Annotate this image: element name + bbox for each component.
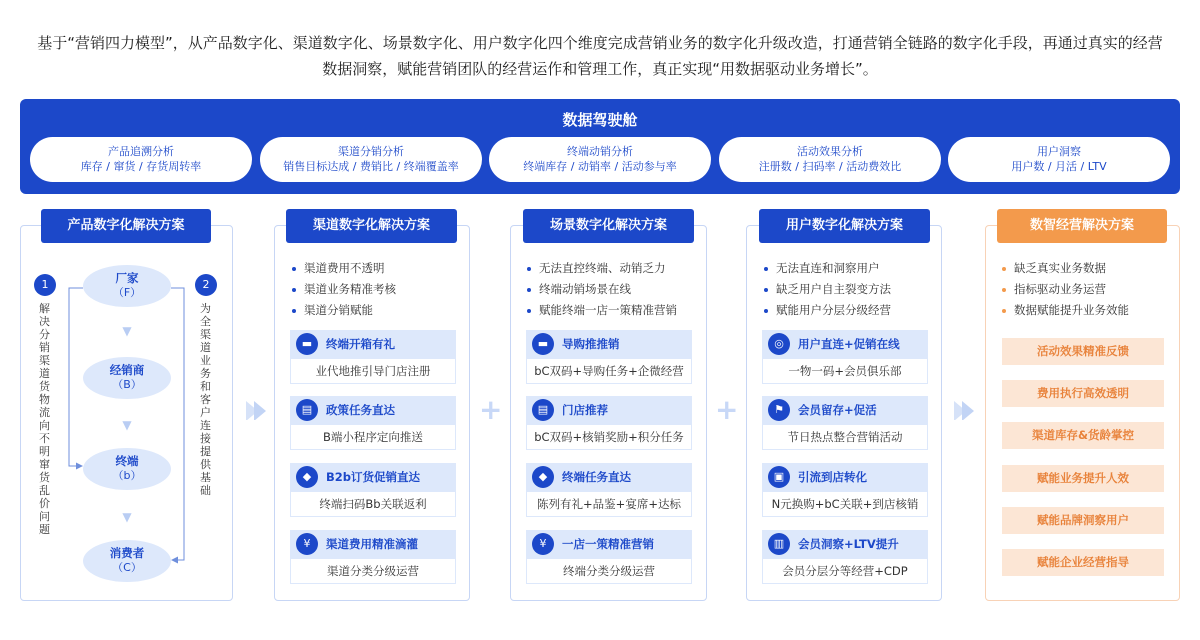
card-desc: 终端分类分级运营 [526,558,692,584]
panel-title-insight: 数智经营解决方案 [997,209,1167,243]
node-name: 终端 [115,454,139,468]
chevron-down-icon: ▼ [122,418,132,432]
node-name: 厂家 [115,271,139,285]
card-desc: 业代地推引导门店注册 [290,358,456,384]
card-desc: 终端扫码Bb关联返利 [290,491,456,517]
chevron-down-icon: ▼ [122,324,132,338]
bullet-item: 渠道分销赋能 [290,300,396,321]
storefront-icon: ▣ [768,466,790,488]
document-icon: ▤ [296,399,318,421]
cube-icon: ◆ [296,466,318,488]
node-code: （B） [112,378,142,391]
card-title: 用户直连+促销在线 [762,330,928,358]
insight-item: 费用执行高效透明 [1002,380,1164,407]
pill-metrics: 终端库存 / 动销率 / 活动参与率 [523,160,677,173]
bullet-item: 终端动销场景在线 [525,279,677,300]
scene-card-1 [526,330,692,384]
scene-card-2 [526,396,692,450]
insight-item: 赋能品牌洞察用户 [1002,507,1164,534]
pill-name: 用户洞察 [1037,145,1081,158]
pill-metrics: 用户数 / 月活 / LTV [1011,160,1107,173]
chevron-down-icon: ▼ [122,510,132,524]
node-name: 消费者 [109,546,145,560]
pill-name: 渠道分销分析 [338,145,404,158]
node-distributor [83,357,171,399]
card-title: 政策任务直达 [290,396,456,424]
panel-title-product: 产品数字化解决方案 [41,209,211,243]
node-name: 经销商 [109,363,145,377]
user-card-2 [762,396,928,450]
cube-icon: ◆ [532,466,554,488]
plus-icon: + [715,393,739,426]
card-title: 一店一策精准营销 [526,530,692,558]
channel-card-1 [290,330,456,384]
note-number-2: 2 [195,274,217,296]
flow-line-right [171,288,184,560]
insight-item: 活动效果精准反馈 [1002,338,1164,365]
card-desc: 节日热点整合营销活动 [762,424,928,450]
pill-name: 活动效果分析 [797,145,863,158]
gift-box-icon: ▬ [296,333,318,355]
flow-line-left [69,288,83,466]
panel-title-channel: 渠道数字化解决方案 [286,209,457,243]
node-code: （C） [112,561,142,574]
bullet-item: 赋能用户分层分级经营 [762,300,891,321]
bullet-item: 缺乏真实业务数据 [1000,258,1129,279]
channel-card-3 [290,463,456,517]
store-icon: ▬ [532,333,554,355]
bullet-item: 赋能终端一店一策精准营销 [525,300,677,321]
node-code: （F） [112,286,142,299]
users-icon: ◎ [768,333,790,355]
scene-card-3 [526,463,692,517]
node-manufacturer [83,265,171,307]
insight-item: 赋能企业经营指导 [1002,549,1164,576]
scene-card-4 [526,530,692,584]
card-title: 渠道费用精准滴灌 [290,530,456,558]
flow-arrowhead-right [171,557,178,564]
plus-icon: + [479,393,503,426]
intro-text: 基于“营销四力模型”，从产品数字化、渠道数字化、场景数字化、用户数字化四个维度完成营销业务的数字化升级改造，打通营销全链路的数字化手段，再通过真实的经营数据洞察，赋能营销团队的经营运作和管理工作，真正实现“用数据驱动业务增长”。 [37,34,1163,78]
chevron-right-icon [244,398,266,420]
card-title: 终端开箱有礼 [290,330,456,358]
card-title: 引流到店转化 [762,463,928,491]
insight-bullets [1000,258,1129,321]
bullet-item: 缺乏用户自主裂变方法 [762,279,891,300]
note-text-2: 为全渠道业务和客户连接提供基础 [200,302,211,497]
card-title: 终端任务直达 [526,463,692,491]
card-desc: 渠道分类分级运营 [290,558,456,584]
node-consumer [83,540,171,582]
card-desc: 会员分层分等经营+CDP [762,558,928,584]
note-number-1: 1 [34,274,56,296]
card-desc: 一物一码+会员俱乐部 [762,358,928,384]
scene-bullets [525,258,677,321]
node-code: （b） [112,469,142,482]
card-title: 门店推荐 [526,396,692,424]
bullet-item: 无法直控终端、动销乏力 [525,258,677,279]
bar-chart-icon: ▥ [768,533,790,555]
cockpit-title: 数据驾驶舱 [562,111,638,129]
pill-name: 产品追溯分析 [108,145,174,158]
panel-title-scene: 场景数字化解决方案 [523,209,694,243]
card-title: B2b订货促销直达 [290,463,456,491]
pill-metrics: 库存 / 窜货 / 存货周转率 [80,160,202,173]
card-title: 会员留存+促活 [762,396,928,424]
panel-title-user: 用户数字化解决方案 [759,209,930,243]
node-terminal [83,448,171,490]
user-card-3 [762,463,928,517]
pill-metrics: 销售目标达成 / 费销比 / 终端覆盖率 [283,160,459,173]
coin-icon: ¥ [296,533,318,555]
card-title: 导购推推销 [526,330,692,358]
user-bullets [762,258,891,321]
bullet-item: 渠道业务精准考核 [290,279,396,300]
user-card-4 [762,530,928,584]
bullet-item: 渠道费用不透明 [290,258,396,279]
user-card-1 [762,330,928,384]
card-desc: N元换购+bC关联+到店核销 [762,491,928,517]
card-title: 会员洞察+LTV提升 [762,530,928,558]
bullet-item: 无法直连和洞察用户 [762,258,891,279]
note-text-1: 解决分销渠道货物流向不明窜货乱价问题 [39,302,50,536]
card-desc: 陈列有礼+品鉴+宴席+达标 [526,491,692,517]
channel-card-4 [290,530,456,584]
channel-card-2 [290,396,456,450]
card-desc: bC双码+核销奖励+积分任务 [526,424,692,450]
pill-name: 终端动销分析 [567,145,633,158]
bullet-item: 数据赋能提升业务效能 [1000,300,1129,321]
coin-icon: ¥ [532,533,554,555]
insight-item: 渠道库存&货龄掌控 [1002,422,1164,449]
pill-metrics: 注册数 / 扫码率 / 活动费效比 [758,160,902,173]
bullet-item: 指标驱动业务运营 [1000,279,1129,300]
flow-arrowhead-left [76,463,83,470]
insight-item: 赋能业务提升人效 [1002,465,1164,492]
channel-bullets [290,258,396,321]
flag-icon: ⚑ [768,399,790,421]
card-desc: bC双码+导购任务+企微经营 [526,358,692,384]
chevron-right-icon [952,398,974,420]
card-desc: B端小程序定向推送 [290,424,456,450]
document-icon: ▤ [532,399,554,421]
